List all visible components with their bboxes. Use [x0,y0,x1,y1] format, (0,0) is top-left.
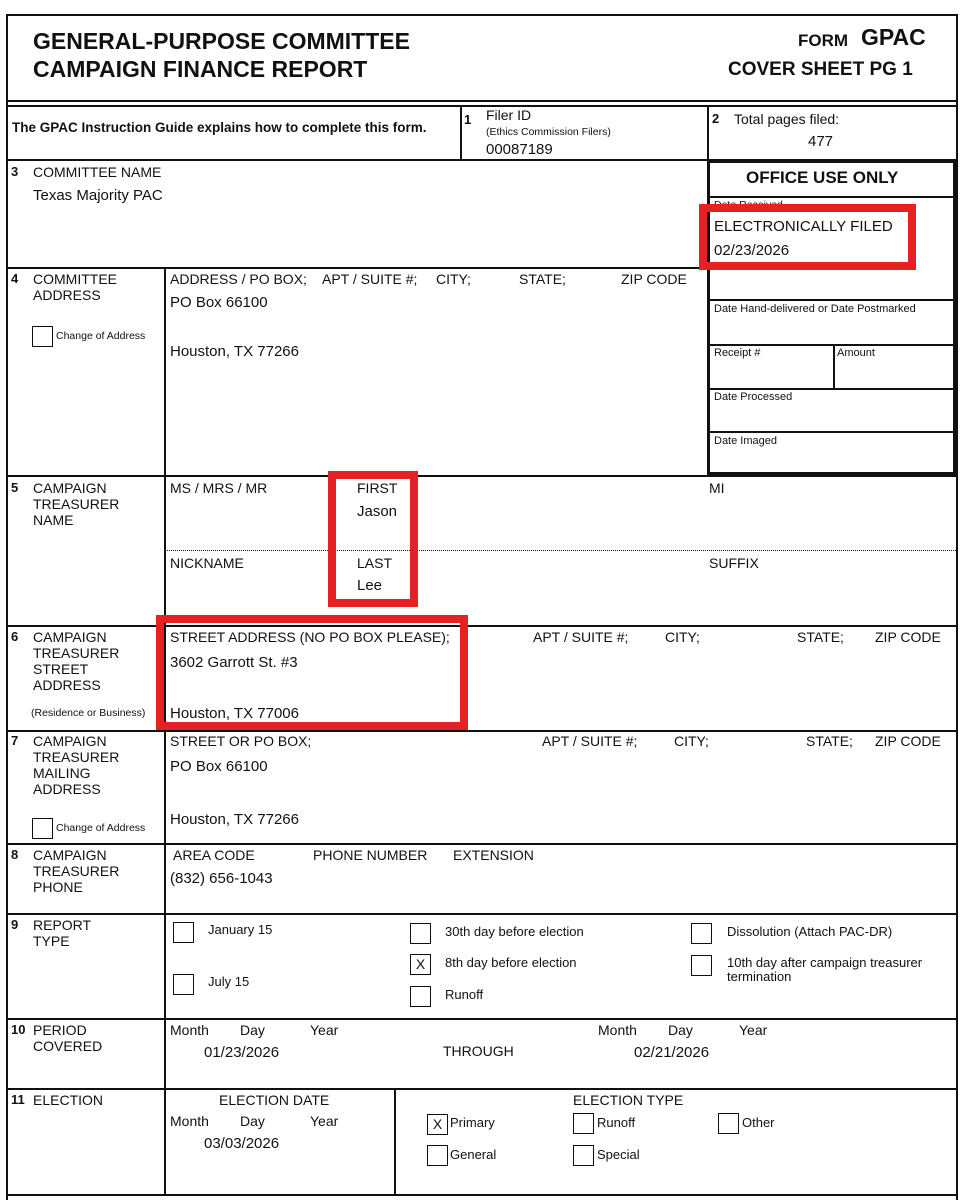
col-address: ADDRESS / PO BOX; [170,271,307,287]
committee-address-label2: ADDRESS [33,287,101,303]
total-pages-value: 477 [808,133,834,150]
filer-id-label: Filer ID [486,107,532,123]
row-rule [6,730,958,732]
election-type-label-general: General [450,1147,497,1162]
report-type-label-8th-day: 8th day before election [445,955,577,970]
col-state: STATE; [797,629,844,645]
col-street: STREET OR PO BOX; [170,733,312,749]
report-type-label2: TYPE [33,933,70,949]
dotted-separator [165,550,956,551]
treasurer-name-label3: NAME [33,512,74,528]
col-apt: APT / SUITE #; [322,271,418,287]
stamp-line2: 02/23/2026 [714,242,790,259]
form-code: GPAC [861,24,926,50]
col-apt: APT / SUITE #; [533,629,629,645]
total-pages-label: Total pages filed: [734,111,840,127]
committee-address-label1: COMMITTEE [33,271,117,287]
office-rule [707,196,956,198]
row-rule [6,1018,958,1020]
col-city: CITY; [665,629,700,645]
imaged-label: Date Imaged [714,435,777,447]
treasurer-phone-num: 8 [11,847,19,862]
row-rule [6,475,958,477]
row-rule [6,843,958,845]
report-type-checkbox-8th-day[interactable]: X [410,954,431,975]
change-of-address-checkbox[interactable] [32,326,53,347]
election-divider [394,1088,396,1194]
highlight-treasurer-name [328,471,418,607]
label-column-divider [164,730,166,843]
report-type-checkbox-10th-day-after[interactable] [691,955,712,976]
col-last: LAST [357,555,393,571]
office-divider [833,344,835,388]
divider [707,105,709,160]
label-column-divider [164,843,166,913]
form-word: FORM [798,31,849,50]
period-through: THROUGH [443,1043,514,1059]
report-type-label-july-15: July 15 [208,974,250,989]
treasurer-mailing-line1: PO Box 66100 [170,758,268,775]
treasurer-street-label4: ADDRESS [33,677,101,693]
report-type-checkbox-30th-day[interactable] [410,923,431,944]
filer-id-sub: (Ethics Commission Filers) [486,126,611,138]
col-city: CITY; [436,271,471,287]
committee-address-line2: Houston, TX 77266 [170,343,299,360]
col-zip: ZIP CODE [621,271,687,287]
election-type-label-primary: Primary [450,1115,495,1130]
election-label: ELECTION [33,1092,104,1108]
election-year-label: Year [310,1113,339,1129]
election-type-checkbox-other[interactable] [718,1113,739,1134]
highlight-electronically-filed [699,204,916,270]
total-pages-num: 2 [712,111,720,126]
header-rule-2 [6,105,958,107]
col-nickname: NICKNAME [170,555,244,571]
col-suffix: SUFFIX [709,555,759,571]
col-extension: EXTENSION [453,847,534,863]
treasurer-street-label5: (Residence or Business) [31,707,146,719]
report-type-label-30th-day: 30th day before election [445,924,584,939]
report-type-label-runoff: Runoff [445,987,484,1002]
period-to-date: 02/21/2026 [634,1044,710,1061]
label-column-divider [164,267,166,475]
office-use-title: OFFICE USE ONLY [746,168,899,187]
filer-id-value: 00087189 [486,141,553,158]
treasurer-street-label1: CAMPAIGN [33,629,107,645]
office-rule [707,388,956,390]
row-rule [6,1194,958,1196]
treasurer-name-label2: TREASURER [33,496,120,512]
label-column-divider [164,1018,166,1088]
hand-delivered-label: Date Hand-delivered or Date Postmarked [714,303,916,315]
treasurer-mailing-num: 7 [11,733,19,748]
label-column-divider [164,1088,166,1194]
election-date: 03/03/2026 [204,1135,280,1152]
form-title-line2: CAMPAIGN FINANCE REPORT [33,56,368,82]
col-state: STATE; [519,271,566,287]
date-received-label: Date Received [714,199,783,211]
frame-top [6,14,958,16]
treasurer-last-name: Lee [357,577,383,594]
period-label2: COVERED [33,1038,103,1054]
election-date-header: ELECTION DATE [219,1092,330,1108]
col-apt: APT / SUITE #; [542,733,638,749]
election-month-label: Month [170,1113,209,1129]
col-area-code: AREA CODE [173,847,255,863]
col-zip: ZIP CODE [875,629,941,645]
treasurer-street-line1: 3602 Garrott St. #3 [170,654,298,671]
col-phone: PHONE NUMBER [313,847,428,863]
row-rule [6,267,707,269]
col-state: STATE; [806,733,853,749]
change-of-address-label: Change of Address [56,330,146,342]
report-type-label-10th-day-after: 10th day after campaign treasurer termination [727,955,923,984]
report-type-label-january-15: January 15 [208,922,273,937]
treasurer-first-name: Jason [357,503,398,520]
treasurer-street-label3: STREET [33,661,89,677]
election-type-checkbox-general[interactable] [427,1145,448,1166]
filer-id-num: 1 [464,112,472,127]
header-rule [6,100,958,102]
period-label1: PERIOD [33,1022,87,1038]
col-city: CITY; [674,733,709,749]
treasurer-mailing-label1: CAMPAIGN [33,733,107,749]
election-type-label-special: Special [597,1147,640,1162]
report-type-num: 9 [11,917,19,932]
committee-address-line1: PO Box 66100 [170,294,268,311]
divider [460,105,462,160]
committee-name-label: COMMITTEE NAME [33,164,162,180]
period-num: 10 [11,1022,26,1037]
election-type-checkbox-runoff[interactable] [573,1113,594,1134]
row-rule [6,625,958,627]
treasurer-mailing-label3: MAILING [33,765,91,781]
election-type-label-other: Other [742,1115,775,1130]
form-title-line1: GENERAL-PURPOSE COMMITTEE [33,28,410,54]
period-from-date: 01/23/2026 [204,1044,280,1061]
report-type-checkbox-january-15[interactable] [173,922,194,943]
period-from-day-label: Day [240,1022,265,1038]
committee-address-num: 4 [11,271,19,286]
label-column-divider [164,913,166,1018]
election-type-checkbox-special[interactable] [573,1145,594,1166]
stamp-line1: ELECTRONICALLY FILED [714,218,893,235]
treasurer-mailing-label4: ADDRESS [33,781,101,797]
election-day-label: Day [240,1113,265,1129]
treasurer-name-num: 5 [11,480,19,495]
office-rule [707,344,956,346]
treasurer-mailing-label2: TREASURER [33,749,120,765]
treasurer-name-label1: CAMPAIGN [33,480,107,496]
treasurer-street-num: 6 [11,629,19,644]
committee-name-value: Texas Majority PAC [33,187,163,204]
instruction-text: The GPAC Instruction Guide explains how to complete this form. [12,120,427,135]
election-type-header: ELECTION TYPE [573,1092,684,1108]
election-num: 11 [11,1092,25,1107]
page-label: COVER SHEET PG 1 [728,59,913,80]
office-rule [707,299,956,301]
frame-right [956,14,958,1200]
row-rule [6,1088,958,1090]
mailing-change-of-address-label: Change of Address [56,822,146,834]
col-first: FIRST [357,480,398,496]
report-type-label1: REPORT [33,917,92,933]
period-to-year-label: Year [739,1022,768,1038]
election-type-label-runoff: Runoff [597,1115,636,1130]
office-rule [707,431,956,433]
report-type-checkbox-july-15[interactable] [173,974,194,995]
treasurer-phone-label2: TREASURER [33,863,120,879]
col-mi: MI [709,480,725,496]
highlight-treasurer-street [156,615,468,730]
receipt-label: Receipt # [714,347,761,359]
treasurer-phone-value: (832) 656-1043 [170,870,273,887]
period-to-month-label: Month [598,1022,637,1038]
treasurer-phone-label3: PHONE [33,879,83,895]
mailing-change-of-address-checkbox[interactable] [32,818,53,839]
election-type-checkbox-primary[interactable]: X [427,1114,448,1135]
period-to-day-label: Day [668,1022,693,1038]
report-type-checkbox-dissolution[interactable] [691,923,712,944]
col-zip: ZIP CODE [875,733,941,749]
treasurer-phone-label1: CAMPAIGN [33,847,107,863]
amount-label: Amount [837,347,875,359]
report-type-checkbox-runoff[interactable] [410,986,431,1007]
period-from-year-label: Year [310,1022,339,1038]
period-from-month-label: Month [170,1022,209,1038]
report-type-label-dissolution: Dissolution (Attach PAC-DR) [727,924,893,939]
col-street: STREET ADDRESS (NO PO BOX PLEASE); [170,629,450,645]
treasurer-mailing-line2: Houston, TX 77266 [170,811,299,828]
processed-label: Date Processed [714,391,793,403]
row-rule [6,913,958,915]
col-title: MS / MRS / MR [170,480,268,496]
frame-left [6,14,8,1200]
treasurer-street-line2: Houston, TX 77006 [170,705,299,722]
treasurer-street-label2: TREASURER [33,645,120,661]
committee-name-num: 3 [11,164,19,179]
